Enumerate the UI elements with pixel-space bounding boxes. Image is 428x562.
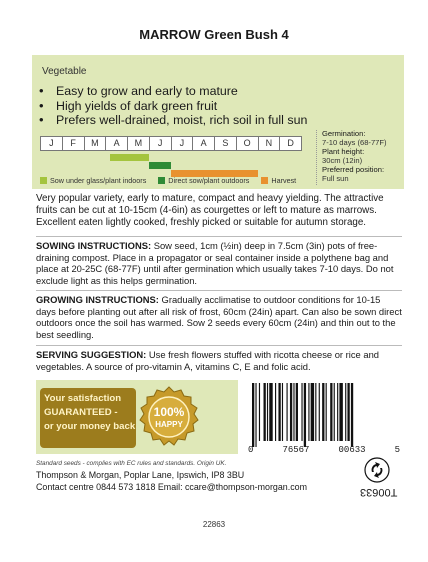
serving-suggestion: [36, 349, 402, 372]
legend-outdoors-label: Direct sow/plant outdoors: [168, 176, 250, 185]
height-label: Plant height:: [322, 147, 365, 157]
growing-text: Gradually acclimatise to outdoor conditions for 10-15 days before planting out after all risk of frost, 60cm (24in) apart. Can also be sown direct outdoors once the soil has warmed. Sow 2 seeds every 60cm (24in) and thin out to the best seedling.: [36, 294, 402, 340]
barcode-bar: [296, 383, 298, 441]
divider: [36, 290, 402, 291]
barcode-bar: [259, 383, 260, 441]
feature-item: • Prefers well-drained, moist, rich soil in full sun: [36, 113, 307, 128]
sowing-calendar: [40, 136, 302, 178]
month-cell: A: [106, 137, 128, 150]
month-cell: D: [287, 138, 294, 148]
seal-happy: HAPPY: [155, 420, 183, 429]
address-line: Thompson & Morgan, Poplar Lane, Ipswich, IP8 3BU: [36, 470, 245, 480]
calendar-legend: [40, 176, 308, 185]
position-label: Preferred position:: [322, 165, 385, 175]
legend-outdoors: [158, 176, 249, 185]
month-cell: F: [63, 137, 85, 150]
divider: [36, 345, 402, 346]
barcode-bar: [308, 383, 309, 441]
page-number: 22863: [202, 520, 226, 529]
product-code: T00633: [360, 486, 398, 498]
month-cell: M: [128, 137, 150, 150]
barcode-number: [248, 445, 400, 455]
guarantee-line2: GUARANTEED -: [44, 407, 118, 419]
standards-note: Standard seeds - complies with EC rules and standards. Origin UK.: [36, 460, 227, 467]
barcode-bar: [345, 383, 346, 441]
barcode-bar: [351, 383, 353, 447]
barcode-bar: [337, 383, 338, 441]
guarantee-line3: or your money back: [44, 421, 136, 433]
indoors-bar: [110, 154, 149, 161]
serving-heading: SERVING SUGGESTION:: [36, 349, 147, 360]
barcode-bar: [287, 383, 288, 441]
barcode-bar: [304, 383, 306, 447]
feature-list: [36, 84, 307, 128]
barcode-icon: [248, 381, 400, 449]
germination-label: Germination:: [322, 129, 366, 138]
calendar-bars: [40, 151, 302, 178]
barcode-bar: [275, 383, 276, 441]
growing-instructions: [36, 294, 402, 340]
barcode-bar: [330, 383, 332, 441]
month-cell: N: [259, 137, 281, 150]
barcode-bar: [278, 383, 280, 441]
indoors-swatch: [40, 177, 47, 184]
feature-item: • High yields of dark green fruit: [36, 99, 307, 114]
barcode-bar: [267, 383, 268, 441]
divider: [36, 236, 402, 237]
harvest-swatch: [261, 177, 268, 184]
description-text: Very popular variety, early to mature, compact and heavy yielding. The attractive fruits can be cut at 10-15cm (4-6in) as courgettes or left to mature as marrows. Excellent eaten lightly cooked, freshly picked or suitable for autumn storage.: [36, 193, 384, 228]
sowing-heading: SOWING INSTRUCTIONS:: [36, 240, 152, 251]
seal-percent: 100%: [153, 405, 185, 419]
outdoors-bar: [149, 162, 171, 169]
category-label: Vegetable: [42, 66, 87, 77]
legend-harvest: [261, 176, 296, 185]
guarantee-text: [44, 392, 136, 435]
barcode-bar: [339, 383, 342, 441]
barcode-bar: [301, 383, 302, 441]
month-cell: J: [150, 137, 172, 150]
barcode-bar: [293, 383, 294, 441]
barcode-digit-group: 0: [248, 445, 254, 455]
barcode-bar: [255, 383, 256, 447]
legend-indoors: [40, 176, 146, 185]
barcode-bar: [282, 383, 283, 441]
company-address: [36, 470, 307, 493]
sowing-text: Sow seed, 1cm (½in) deep in 7.5cm (3in) pots of free-draining compost. Place in a propagator or seal container inside a polythene bag and place at 20-25C (68-77F) until after germination which usually takes 7-10 days. Do not exclude light as this helps germination.: [36, 240, 394, 286]
happy-seal-icon: [138, 386, 200, 448]
barcode-bar: [319, 383, 320, 441]
product-title: MARROW Green Bush 4: [139, 27, 289, 42]
barcode-bar: [326, 383, 327, 441]
barcode-bar: [347, 383, 349, 441]
guarantee-line1: Your satisfaction: [44, 393, 122, 404]
outdoors-swatch: [158, 177, 165, 184]
month-cell: S: [215, 137, 237, 150]
barcode-digit-group: 76567: [282, 445, 310, 455]
legend-harvest-label: Harvest: [271, 176, 297, 185]
month-row: [40, 136, 302, 151]
growing-heading: GROWING INSTRUCTIONS:: [36, 294, 159, 305]
barcode-bar: [290, 383, 292, 441]
recycle-icon: [364, 457, 390, 483]
barcode-digit-group: 5: [394, 445, 400, 455]
month-cell: O: [237, 137, 259, 150]
month-cell: A: [193, 137, 215, 150]
contact-line: Contact centre 0844 573 1818 Email: ccare@thompson-morgan.com: [36, 481, 307, 492]
barcode-bar: [264, 383, 266, 441]
barcode-bar: [322, 383, 324, 441]
barcode-bar: [315, 383, 316, 441]
germination-value: 7-10 days (68-77F): [322, 137, 387, 147]
growing-info-panel: [316, 130, 412, 185]
month-cell: J: [41, 137, 63, 150]
feature-item: • Easy to grow and early to mature: [36, 84, 307, 99]
month-cell: M: [85, 137, 107, 150]
month-cell: J: [172, 137, 194, 150]
serving-text: Use fresh flowers stuffed with ricotta cheese or rice and vegetables. A source of pro-vitamin A, vitamins C, E and folic acid.: [36, 349, 380, 372]
barcode-digit-group: 00633: [338, 445, 366, 455]
legend-indoors-label: Sow under glass/plant indoors: [50, 176, 147, 185]
position-value: Full sun: [322, 173, 349, 183]
sowing-instructions: [36, 240, 402, 286]
barcode-bar: [311, 383, 314, 441]
barcode-bar: [252, 383, 254, 447]
barcode-bar: [269, 383, 272, 441]
barcode-bar: [334, 383, 335, 441]
height-value: 30cm (12in): [322, 155, 363, 165]
